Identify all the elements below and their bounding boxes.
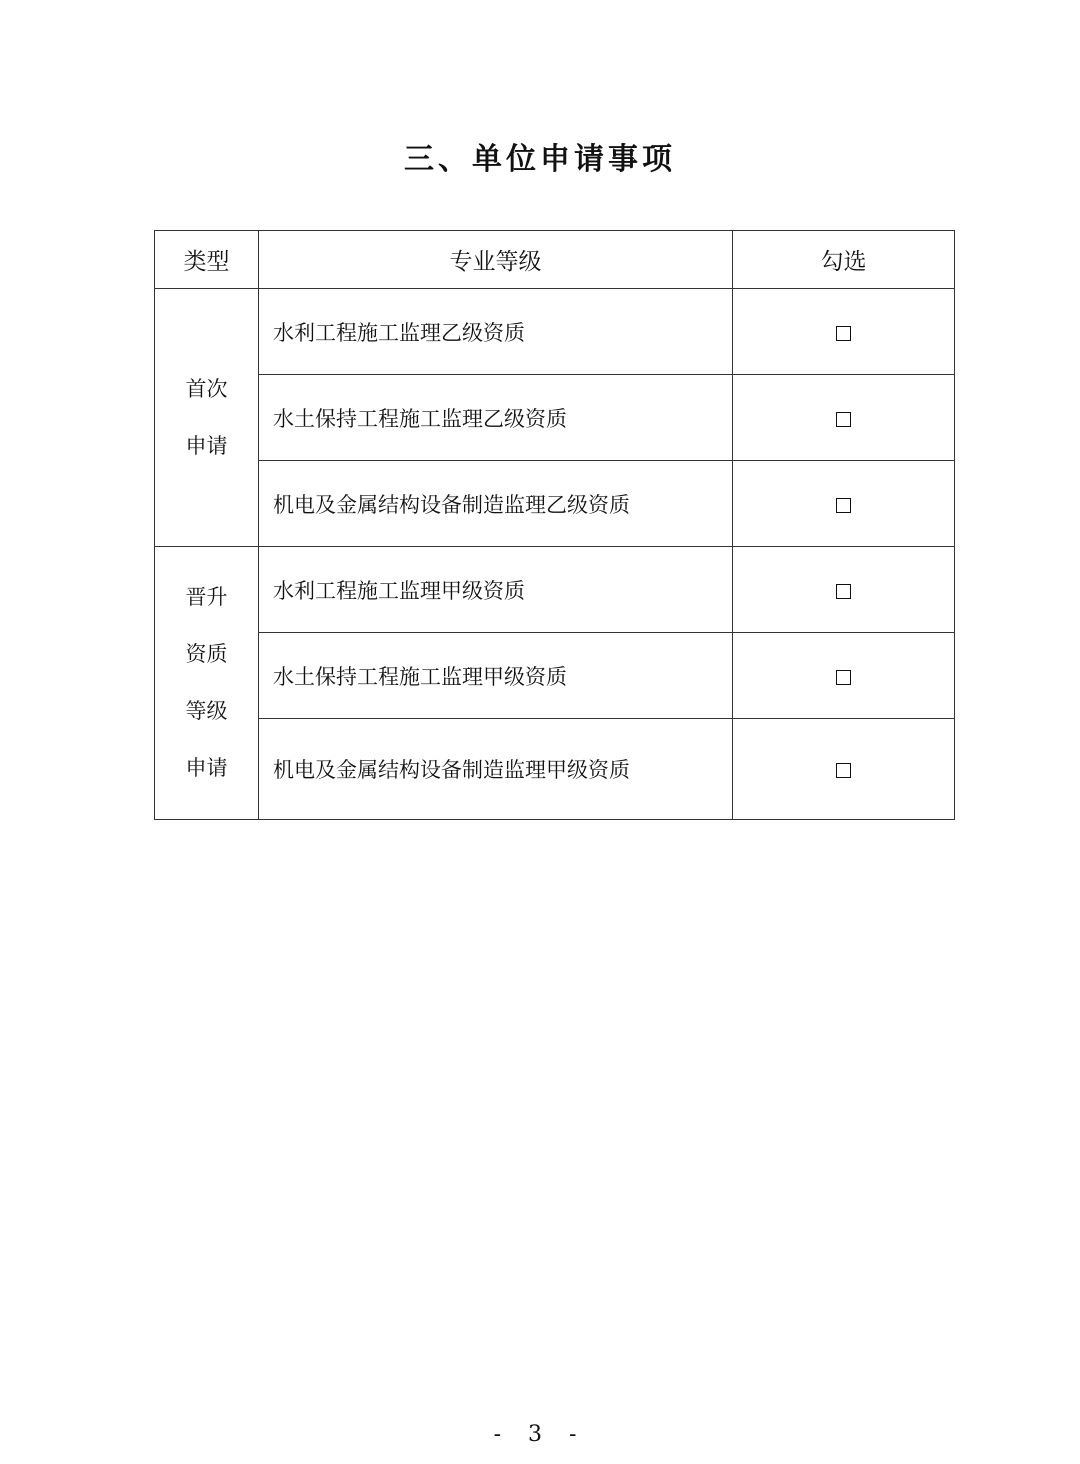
header-type: 类型	[155, 231, 259, 289]
check-cell	[733, 289, 955, 375]
level-cell: 水利工程施工监理乙级资质	[259, 289, 733, 375]
checkbox[interactable]	[836, 670, 851, 685]
check-cell	[733, 547, 955, 633]
checkbox[interactable]	[836, 584, 851, 599]
level-cell: 机电及金属结构设备制造监理甲级资质	[259, 719, 733, 820]
check-cell	[733, 719, 955, 820]
checkbox[interactable]	[836, 412, 851, 427]
checkbox[interactable]	[836, 763, 851, 778]
type-line: 首次	[185, 376, 228, 401]
check-cell	[733, 375, 955, 461]
table-row	[155, 633, 955, 719]
table-row	[155, 289, 955, 375]
type-line: 申请	[185, 433, 228, 458]
type-line: 申请	[185, 756, 228, 780]
level-cell: 机电及金属结构设备制造监理乙级资质	[259, 461, 733, 547]
type-line: 等级	[185, 699, 228, 723]
level-cell: 水利工程施工监理甲级资质	[259, 547, 733, 633]
type-cell-first-application	[155, 289, 259, 547]
header-level: 专业等级	[259, 231, 733, 289]
table-row	[155, 719, 955, 820]
application-items-table	[154, 230, 955, 820]
level-cell: 水土保持工程施工监理乙级资质	[259, 375, 733, 461]
checkbox[interactable]	[836, 498, 851, 513]
table-row	[155, 375, 955, 461]
check-cell	[733, 461, 955, 547]
type-line: 资质	[185, 642, 228, 666]
page-number: - 3 -	[493, 1422, 587, 1447]
checkbox[interactable]	[836, 326, 851, 341]
type-line: 晋升	[185, 585, 228, 609]
table-header-row	[155, 231, 955, 289]
type-cell-upgrade-application	[155, 547, 259, 820]
header-check: 勾选	[733, 231, 955, 289]
page-title: 三、单位申请事项	[404, 142, 676, 177]
table-row	[155, 461, 955, 547]
table-row	[155, 547, 955, 633]
level-cell: 水土保持工程施工监理甲级资质	[259, 633, 733, 719]
check-cell	[733, 633, 955, 719]
